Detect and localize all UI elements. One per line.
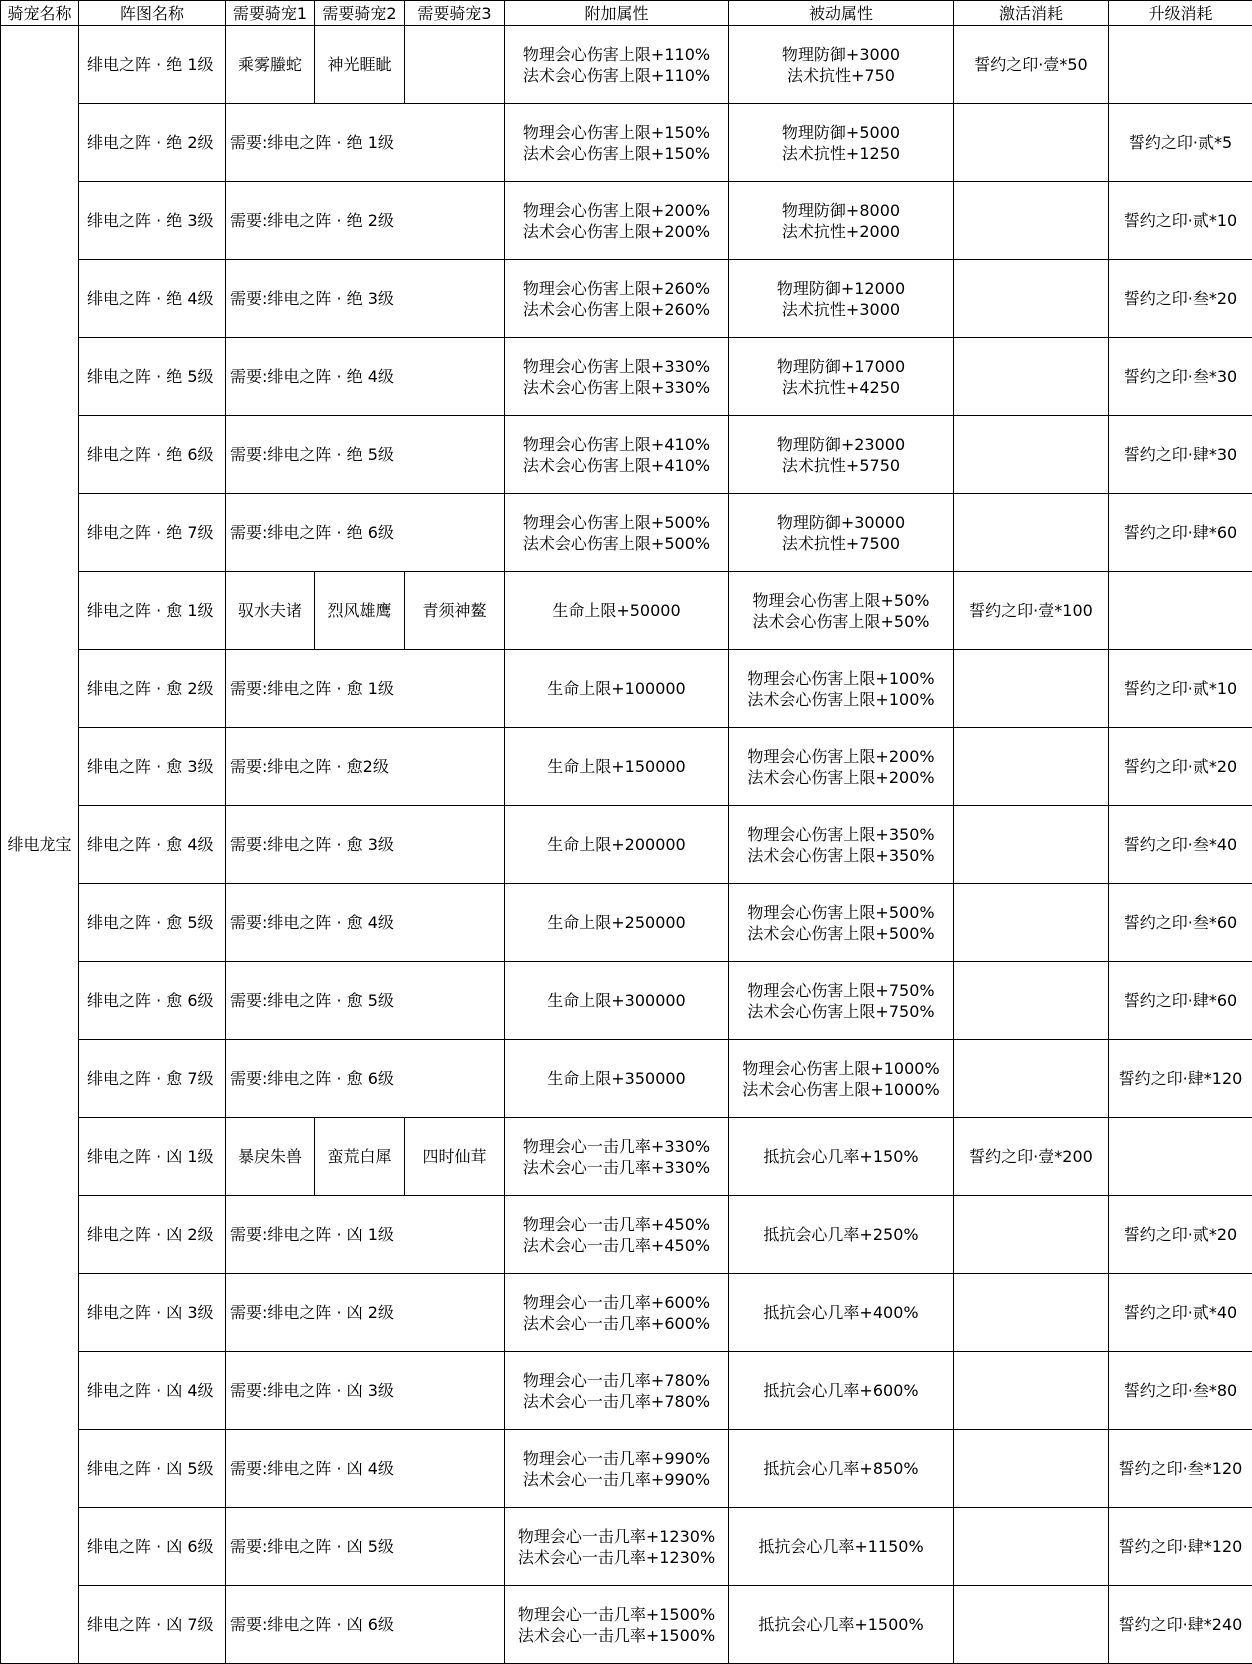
passive-attributes-line: 法术抗性+4250 bbox=[729, 377, 953, 398]
required-mount-2: 蛮荒白犀 bbox=[315, 1118, 405, 1196]
formation-name: 绯电之阵 · 绝 3级 bbox=[79, 182, 226, 260]
formation-name: 绯电之阵 · 愈 7级 bbox=[79, 1040, 226, 1118]
passive-attributes-line: 物理会心伤害上限+350% bbox=[729, 824, 953, 845]
bonus-attributes bbox=[505, 1430, 729, 1508]
passive-attributes-line: 物理会心伤害上限+750% bbox=[729, 980, 953, 1001]
bonus-attributes-line: 物理会心伤害上限+260% bbox=[505, 278, 728, 299]
table-row bbox=[1, 728, 1252, 806]
upgrade-cost: 誓约之印·贰*20 bbox=[1109, 1196, 1252, 1274]
bonus-attributes bbox=[505, 26, 729, 104]
passive-attributes-line: 法术会心伤害上限+100% bbox=[729, 689, 953, 710]
passive-attributes-line: 法术会心伤害上限+1000% bbox=[729, 1079, 953, 1100]
passive-attributes bbox=[729, 962, 954, 1040]
bonus-attributes-line: 物理会心一击几率+780% bbox=[505, 1370, 728, 1391]
activation-cost bbox=[954, 1040, 1109, 1118]
upgrade-cost: 誓约之印·叁*80 bbox=[1109, 1352, 1252, 1430]
upgrade-cost: 誓约之印·叁*120 bbox=[1109, 1430, 1252, 1508]
upgrade-cost: 誓约之印·肆*120 bbox=[1109, 1508, 1252, 1586]
passive-attributes-line: 法术会心伤害上限+350% bbox=[729, 845, 953, 866]
bonus-attributes-line: 生命上限+50000 bbox=[505, 600, 728, 621]
table-row bbox=[1, 1586, 1252, 1664]
passive-attributes-line: 物理会心伤害上限+1000% bbox=[729, 1058, 953, 1079]
bonus-attributes-line: 生命上限+300000 bbox=[505, 990, 728, 1011]
passive-attributes bbox=[729, 572, 954, 650]
formation-name: 绯电之阵 · 凶 5级 bbox=[79, 1430, 226, 1508]
passive-attributes bbox=[729, 338, 954, 416]
passive-attributes bbox=[729, 1040, 954, 1118]
formation-name: 绯电之阵 · 愈 5级 bbox=[79, 884, 226, 962]
formation-name: 绯电之阵 · 凶 3级 bbox=[79, 1274, 226, 1352]
activation-cost bbox=[954, 1274, 1109, 1352]
upgrade-cost bbox=[1109, 572, 1252, 650]
formation-name: 绯电之阵 · 愈 2级 bbox=[79, 650, 226, 728]
passive-attributes bbox=[729, 1196, 954, 1274]
passive-attributes-line: 法术会心伤害上限+750% bbox=[729, 1001, 953, 1022]
bonus-attributes bbox=[505, 962, 729, 1040]
passive-attributes-line: 物理防御+3000 bbox=[729, 44, 953, 65]
passive-attributes-line: 法术会心伤害上限+500% bbox=[729, 923, 953, 944]
activation-cost bbox=[954, 1430, 1109, 1508]
upgrade-cost: 誓约之印·叁*30 bbox=[1109, 338, 1252, 416]
formation-name: 绯电之阵 · 绝 7级 bbox=[79, 494, 226, 572]
header-bonus-attributes: 附加属性 bbox=[505, 1, 729, 26]
bonus-attributes-line: 生命上限+150000 bbox=[505, 756, 728, 777]
passive-attributes-line: 抵抗会心几率+1150% bbox=[729, 1536, 953, 1557]
activation-cost bbox=[954, 416, 1109, 494]
table-row bbox=[1, 494, 1252, 572]
passive-attributes bbox=[729, 1352, 954, 1430]
bonus-attributes-line: 生命上限+100000 bbox=[505, 678, 728, 699]
requirement-text: 需要:绯电之阵 · 绝 4级 bbox=[226, 338, 505, 416]
passive-attributes-line: 抵抗会心几率+850% bbox=[729, 1458, 953, 1479]
formation-name: 绯电之阵 · 凶 1级 bbox=[79, 1118, 226, 1196]
passive-attributes bbox=[729, 182, 954, 260]
required-mount-2: 烈风雄鹰 bbox=[315, 572, 405, 650]
bonus-attributes-line: 法术会心伤害上限+110% bbox=[505, 65, 728, 86]
header-activation-cost: 激活消耗 bbox=[954, 1, 1109, 26]
formation-name: 绯电之阵 · 绝 6级 bbox=[79, 416, 226, 494]
table-row bbox=[1, 1118, 1252, 1196]
formation-name: 绯电之阵 · 愈 6级 bbox=[79, 962, 226, 1040]
passive-attributes bbox=[729, 1586, 954, 1664]
passive-attributes-line: 法术会心伤害上限+50% bbox=[729, 611, 953, 632]
bonus-attributes bbox=[505, 182, 729, 260]
upgrade-cost: 誓约之印·肆*60 bbox=[1109, 494, 1252, 572]
activation-cost bbox=[954, 260, 1109, 338]
formation-name: 绯电之阵 · 绝 2级 bbox=[79, 104, 226, 182]
header-mount-name: 骑宠名称 bbox=[1, 1, 79, 26]
formation-name: 绯电之阵 · 凶 6级 bbox=[79, 1508, 226, 1586]
upgrade-cost: 誓约之印·肆*120 bbox=[1109, 1040, 1252, 1118]
passive-attributes bbox=[729, 26, 954, 104]
bonus-attributes bbox=[505, 1118, 729, 1196]
header-required-mount-1: 需要骑宠1 bbox=[226, 1, 315, 26]
bonus-attributes-line: 物理会心一击几率+330% bbox=[505, 1136, 728, 1157]
upgrade-cost: 誓约之印·贰*10 bbox=[1109, 182, 1252, 260]
bonus-attributes bbox=[505, 572, 729, 650]
header-required-mount-3: 需要骑宠3 bbox=[405, 1, 505, 26]
table-row bbox=[1, 26, 1252, 104]
passive-attributes bbox=[729, 728, 954, 806]
upgrade-cost bbox=[1109, 26, 1252, 104]
bonus-attributes-line: 物理会心伤害上限+330% bbox=[505, 356, 728, 377]
bonus-attributes bbox=[505, 494, 729, 572]
bonus-attributes-line: 物理会心一击几率+600% bbox=[505, 1292, 728, 1313]
table-row bbox=[1, 1430, 1252, 1508]
upgrade-cost: 誓约之印·肆*30 bbox=[1109, 416, 1252, 494]
bonus-attributes-line: 法术会心伤害上限+200% bbox=[505, 221, 728, 242]
passive-attributes-line: 物理防御+5000 bbox=[729, 122, 953, 143]
table-row bbox=[1, 182, 1252, 260]
activation-cost bbox=[954, 1352, 1109, 1430]
bonus-attributes-line: 物理会心一击几率+990% bbox=[505, 1448, 728, 1469]
table-row bbox=[1, 572, 1252, 650]
passive-attributes-line: 物理防御+12000 bbox=[729, 278, 953, 299]
bonus-attributes-line: 物理会心伤害上限+410% bbox=[505, 434, 728, 455]
requirement-text: 需要:绯电之阵 · 绝 3级 bbox=[226, 260, 505, 338]
formation-name: 绯电之阵 · 绝 5级 bbox=[79, 338, 226, 416]
bonus-attributes-line: 法术会心伤害上限+330% bbox=[505, 377, 728, 398]
bonus-attributes-line: 法术会心一击几率+1230% bbox=[505, 1547, 728, 1568]
upgrade-cost bbox=[1109, 1118, 1252, 1196]
passive-attributes-line: 抵抗会心几率+600% bbox=[729, 1380, 953, 1401]
bonus-attributes-line: 物理会心伤害上限+500% bbox=[505, 512, 728, 533]
bonus-attributes-line: 法术会心一击几率+1500% bbox=[505, 1625, 728, 1646]
activation-cost: 誓约之印·壹*100 bbox=[954, 572, 1109, 650]
table-row bbox=[1, 806, 1252, 884]
bonus-attributes bbox=[505, 1352, 729, 1430]
required-mount-3 bbox=[405, 26, 505, 104]
table-row bbox=[1, 104, 1252, 182]
passive-attributes-line: 法术抗性+1250 bbox=[729, 143, 953, 164]
bonus-attributes-line: 法术会心一击几率+450% bbox=[505, 1235, 728, 1256]
passive-attributes-line: 物理会心伤害上限+200% bbox=[729, 746, 953, 767]
formation-name: 绯电之阵 · 绝 1级 bbox=[79, 26, 226, 104]
activation-cost bbox=[954, 884, 1109, 962]
passive-attributes-line: 抵抗会心几率+150% bbox=[729, 1146, 953, 1167]
bonus-attributes-line: 生命上限+250000 bbox=[505, 912, 728, 933]
bonus-attributes-line: 物理会心一击几率+450% bbox=[505, 1214, 728, 1235]
activation-cost bbox=[954, 104, 1109, 182]
bonus-attributes bbox=[505, 1586, 729, 1664]
formation-name: 绯电之阵 · 凶 2级 bbox=[79, 1196, 226, 1274]
table-row bbox=[1, 1352, 1252, 1430]
passive-attributes bbox=[729, 104, 954, 182]
required-mount-1: 驭水夫诸 bbox=[226, 572, 315, 650]
upgrade-cost: 誓约之印·贰*5 bbox=[1109, 104, 1252, 182]
requirement-text: 需要:绯电之阵 · 凶 3级 bbox=[226, 1352, 505, 1430]
formation-name: 绯电之阵 · 愈 1级 bbox=[79, 572, 226, 650]
formation-name: 绯电之阵 · 绝 4级 bbox=[79, 260, 226, 338]
requirement-text: 需要:绯电之阵 · 绝 1级 bbox=[226, 104, 505, 182]
bonus-attributes-line: 物理会心伤害上限+200% bbox=[505, 200, 728, 221]
passive-attributes-line: 抵抗会心几率+1500% bbox=[729, 1614, 953, 1635]
activation-cost bbox=[954, 182, 1109, 260]
formation-name: 绯电之阵 · 凶 7级 bbox=[79, 1586, 226, 1664]
passive-attributes-line: 法术抗性+3000 bbox=[729, 299, 953, 320]
passive-attributes bbox=[729, 806, 954, 884]
table-row bbox=[1, 338, 1252, 416]
requirement-text: 需要:绯电之阵 · 绝 2级 bbox=[226, 182, 505, 260]
activation-cost bbox=[954, 806, 1109, 884]
bonus-attributes-line: 物理会心伤害上限+150% bbox=[505, 122, 728, 143]
formation-name: 绯电之阵 · 愈 3级 bbox=[79, 728, 226, 806]
requirement-text: 需要:绯电之阵 · 绝 5级 bbox=[226, 416, 505, 494]
passive-attributes bbox=[729, 1430, 954, 1508]
bonus-attributes-line: 法术会心伤害上限+260% bbox=[505, 299, 728, 320]
passive-attributes-line: 抵抗会心几率+250% bbox=[729, 1224, 953, 1245]
header-formation-name: 阵图名称 bbox=[79, 1, 226, 26]
required-mount-3: 青须神鳌 bbox=[405, 572, 505, 650]
bonus-attributes-line: 法术会心一击几率+600% bbox=[505, 1313, 728, 1334]
activation-cost: 誓约之印·壹*50 bbox=[954, 26, 1109, 104]
passive-attributes bbox=[729, 494, 954, 572]
table-row bbox=[1, 1196, 1252, 1274]
requirement-text: 需要:绯电之阵 · 凶 4级 bbox=[226, 1430, 505, 1508]
requirement-text: 需要:绯电之阵 · 凶 1级 bbox=[226, 1196, 505, 1274]
activation-cost bbox=[954, 338, 1109, 416]
requirement-text: 需要:绯电之阵 · 凶 2级 bbox=[226, 1274, 505, 1352]
table-row bbox=[1, 416, 1252, 494]
activation-cost bbox=[954, 1196, 1109, 1274]
bonus-attributes-line: 法术会心一击几率+990% bbox=[505, 1469, 728, 1490]
passive-attributes-line: 物理会心伤害上限+100% bbox=[729, 668, 953, 689]
table-row bbox=[1, 884, 1252, 962]
bonus-attributes-line: 法术会心一击几率+330% bbox=[505, 1157, 728, 1178]
bonus-attributes bbox=[505, 1040, 729, 1118]
bonus-attributes bbox=[505, 650, 729, 728]
bonus-attributes-line: 物理会心一击几率+1500% bbox=[505, 1604, 728, 1625]
requirement-text: 需要:绯电之阵 · 愈 4级 bbox=[226, 884, 505, 962]
bonus-attributes bbox=[505, 1196, 729, 1274]
requirement-text: 需要:绯电之阵 · 愈 3级 bbox=[226, 806, 505, 884]
table-row bbox=[1, 1040, 1252, 1118]
upgrade-cost: 誓约之印·贰*10 bbox=[1109, 650, 1252, 728]
header-row bbox=[1, 1, 1252, 26]
activation-cost bbox=[954, 1586, 1109, 1664]
bonus-attributes bbox=[505, 806, 729, 884]
bonus-attributes-line: 法术会心一击几率+780% bbox=[505, 1391, 728, 1412]
bonus-attributes bbox=[505, 728, 729, 806]
bonus-attributes bbox=[505, 1274, 729, 1352]
passive-attributes-line: 物理防御+23000 bbox=[729, 434, 953, 455]
required-mount-1: 暴戾朱兽 bbox=[226, 1118, 315, 1196]
passive-attributes-line: 物理防御+30000 bbox=[729, 512, 953, 533]
formation-name: 绯电之阵 · 愈 4级 bbox=[79, 806, 226, 884]
table-body bbox=[1, 26, 1252, 1664]
bonus-attributes bbox=[505, 104, 729, 182]
activation-cost bbox=[954, 962, 1109, 1040]
bonus-attributes bbox=[505, 884, 729, 962]
passive-attributes-line: 物理会心伤害上限+500% bbox=[729, 902, 953, 923]
bonus-attributes-line: 法术会心伤害上限+150% bbox=[505, 143, 728, 164]
passive-attributes bbox=[729, 1508, 954, 1586]
passive-attributes-line: 法术抗性+750 bbox=[729, 65, 953, 86]
upgrade-cost: 誓约之印·叁*20 bbox=[1109, 260, 1252, 338]
header-upgrade-cost: 升级消耗 bbox=[1109, 1, 1252, 26]
bonus-attributes-line: 生命上限+350000 bbox=[505, 1068, 728, 1089]
activation-cost bbox=[954, 1508, 1109, 1586]
required-mount-1: 乘雾螣蛇 bbox=[226, 26, 315, 104]
requirement-text: 需要:绯电之阵 · 愈 6级 bbox=[226, 1040, 505, 1118]
header-passive-attributes: 被动属性 bbox=[729, 1, 954, 26]
passive-attributes-line: 物理防御+17000 bbox=[729, 356, 953, 377]
requirement-text: 需要:绯电之阵 · 凶 6级 bbox=[226, 1586, 505, 1664]
bonus-attributes bbox=[505, 338, 729, 416]
upgrade-cost: 誓约之印·肆*60 bbox=[1109, 962, 1252, 1040]
upgrade-cost: 誓约之印·肆*240 bbox=[1109, 1586, 1252, 1664]
activation-cost bbox=[954, 650, 1109, 728]
passive-attributes-line: 物理防御+8000 bbox=[729, 200, 953, 221]
passive-attributes bbox=[729, 1274, 954, 1352]
passive-attributes bbox=[729, 416, 954, 494]
upgrade-cost: 誓约之印·叁*40 bbox=[1109, 806, 1252, 884]
requirement-text: 需要:绯电之阵 · 愈2级 bbox=[226, 728, 505, 806]
table-row bbox=[1, 1274, 1252, 1352]
activation-cost: 誓约之印·壹*200 bbox=[954, 1118, 1109, 1196]
requirement-text: 需要:绯电之阵 · 凶 5级 bbox=[226, 1508, 505, 1586]
bonus-attributes-line: 生命上限+200000 bbox=[505, 834, 728, 855]
passive-attributes bbox=[729, 1118, 954, 1196]
requirement-text: 需要:绯电之阵 · 愈 5级 bbox=[226, 962, 505, 1040]
bonus-attributes bbox=[505, 260, 729, 338]
table-row bbox=[1, 1508, 1252, 1586]
passive-attributes-line: 抵抗会心几率+400% bbox=[729, 1302, 953, 1323]
bonus-attributes-line: 法术会心伤害上限+500% bbox=[505, 533, 728, 554]
required-mount-2: 神光睚眦 bbox=[315, 26, 405, 104]
table-row bbox=[1, 650, 1252, 728]
passive-attributes-line: 法术会心伤害上限+200% bbox=[729, 767, 953, 788]
passive-attributes bbox=[729, 650, 954, 728]
mount-name-cell: 绯电龙宝 bbox=[1, 26, 79, 1664]
passive-attributes bbox=[729, 884, 954, 962]
formation-name: 绯电之阵 · 凶 4级 bbox=[79, 1352, 226, 1430]
activation-cost bbox=[954, 494, 1109, 572]
header-required-mount-2: 需要骑宠2 bbox=[315, 1, 405, 26]
required-mount-3: 四时仙茸 bbox=[405, 1118, 505, 1196]
passive-attributes bbox=[729, 260, 954, 338]
activation-cost bbox=[954, 728, 1109, 806]
upgrade-cost: 誓约之印·贰*20 bbox=[1109, 728, 1252, 806]
bonus-attributes-line: 物理会心一击几率+1230% bbox=[505, 1526, 728, 1547]
requirement-text: 需要:绯电之阵 · 绝 6级 bbox=[226, 494, 505, 572]
passive-attributes-line: 法术抗性+2000 bbox=[729, 221, 953, 242]
passive-attributes-line: 法术抗性+5750 bbox=[729, 455, 953, 476]
bonus-attributes-line: 法术会心伤害上限+410% bbox=[505, 455, 728, 476]
bonus-attributes bbox=[505, 416, 729, 494]
upgrade-cost: 誓约之印·叁*60 bbox=[1109, 884, 1252, 962]
bonus-attributes-line: 物理会心伤害上限+110% bbox=[505, 44, 728, 65]
passive-attributes-line: 法术抗性+7500 bbox=[729, 533, 953, 554]
table-row bbox=[1, 962, 1252, 1040]
requirement-text: 需要:绯电之阵 · 愈 1级 bbox=[226, 650, 505, 728]
table-row bbox=[1, 260, 1252, 338]
passive-attributes-line: 物理会心伤害上限+50% bbox=[729, 590, 953, 611]
upgrade-cost: 誓约之印·贰*40 bbox=[1109, 1274, 1252, 1352]
bonus-attributes bbox=[505, 1508, 729, 1586]
